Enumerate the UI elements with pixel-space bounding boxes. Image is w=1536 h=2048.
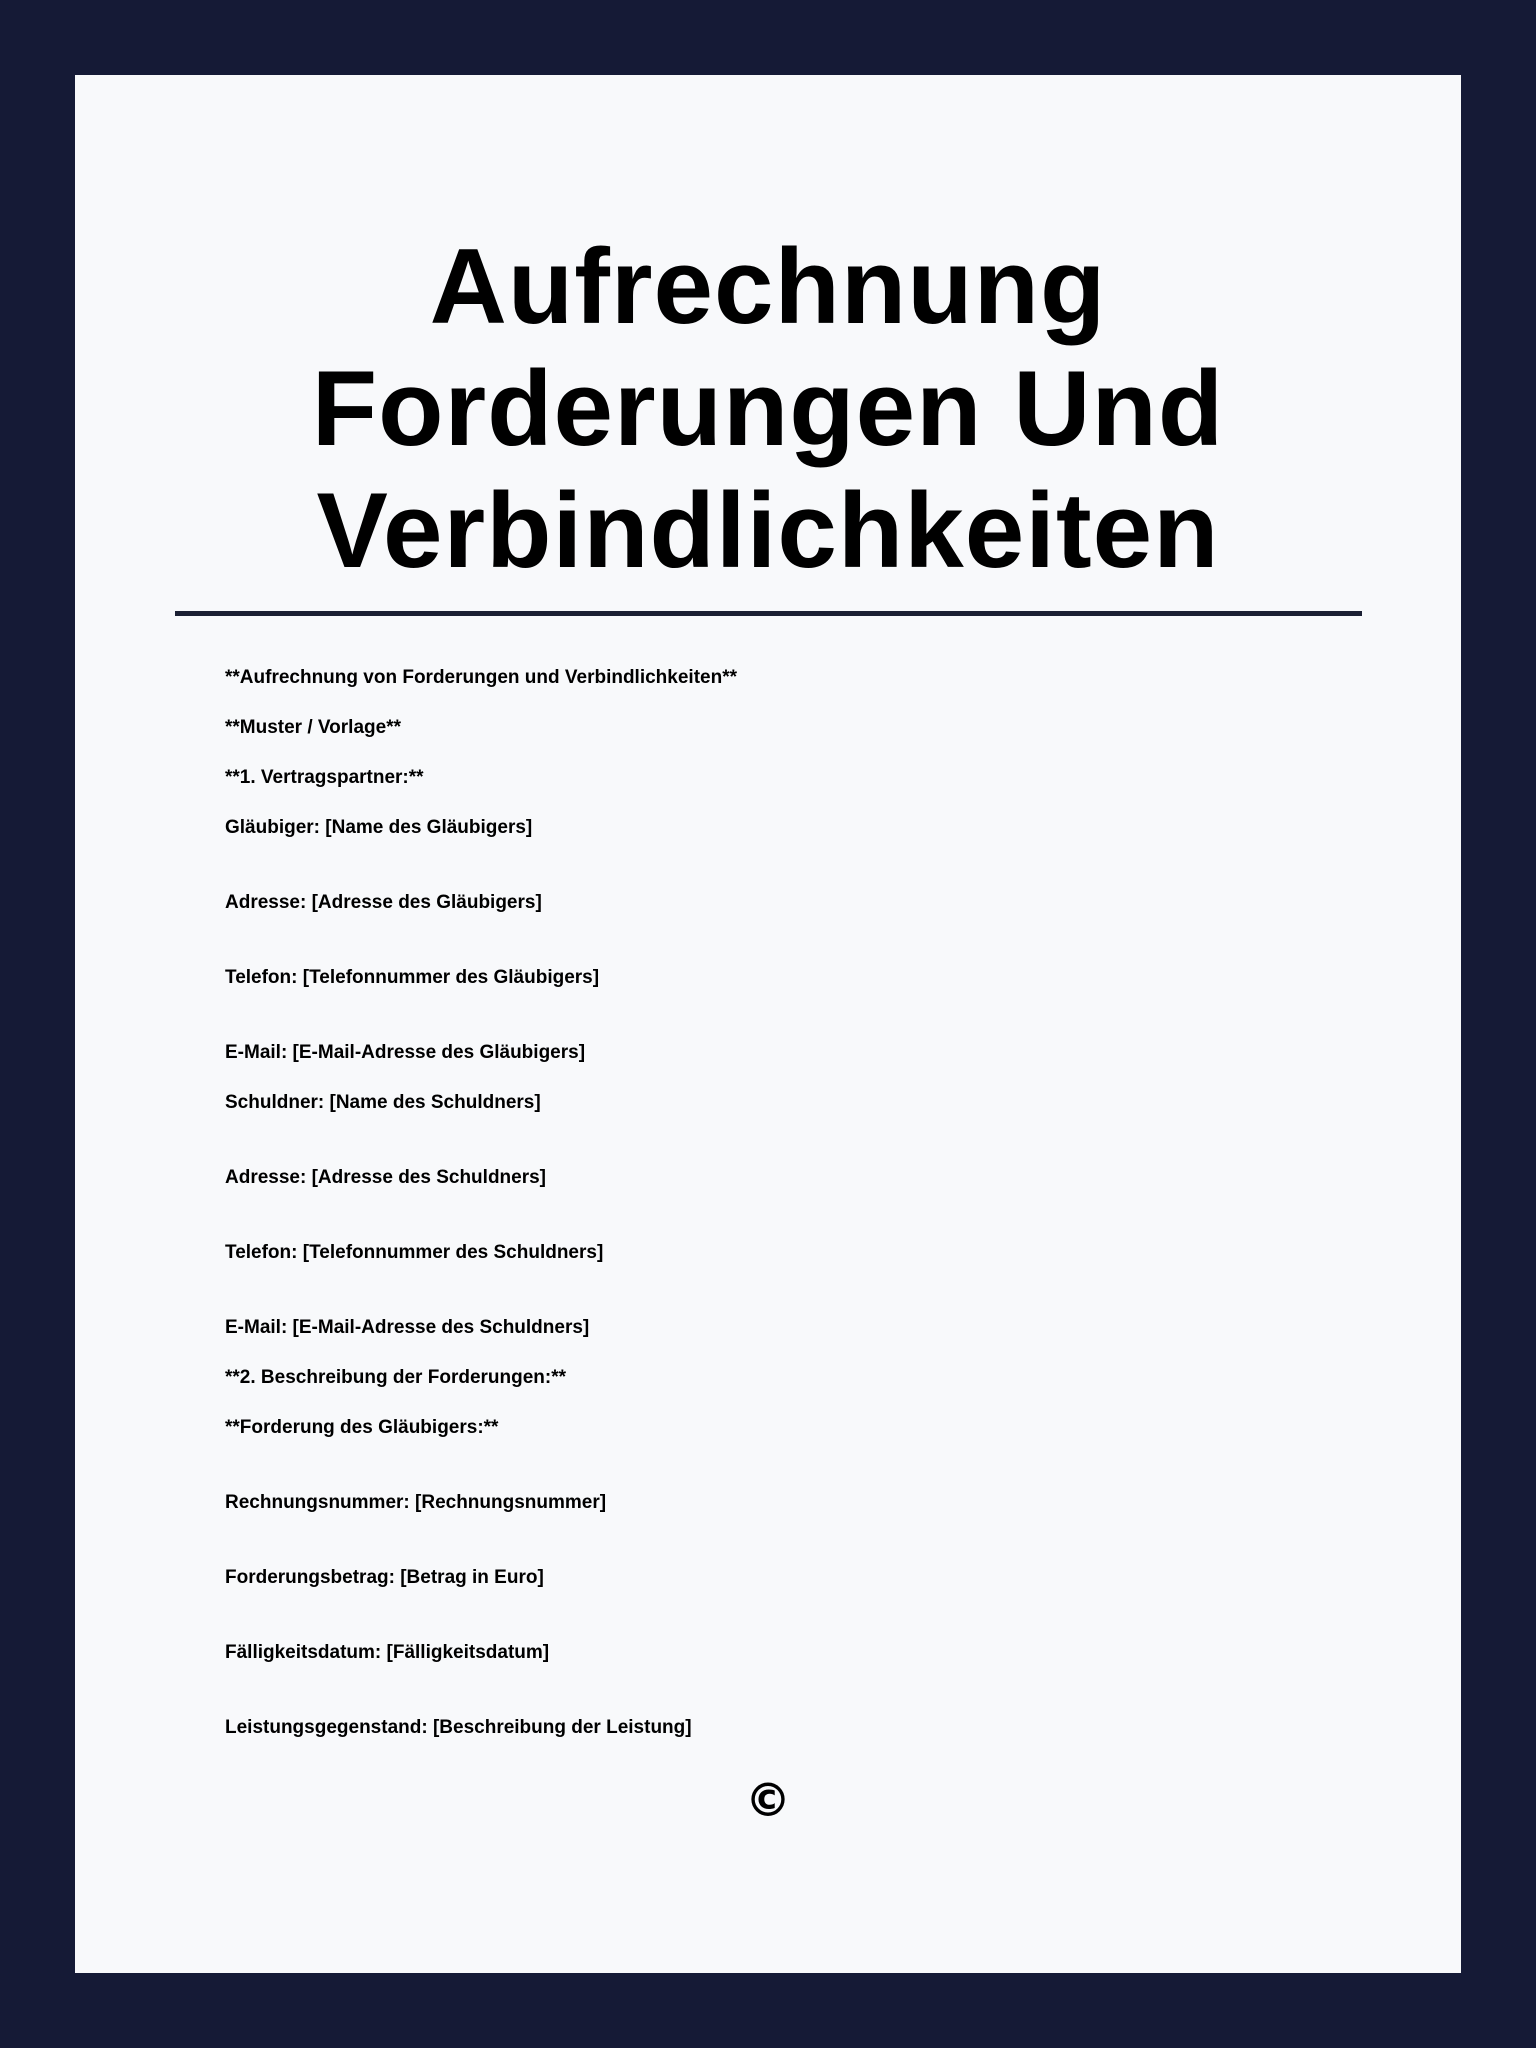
creditor-name-line: Gläubiger: [Name des Gläubigers] xyxy=(225,817,533,838)
invoice-number-line: Rechnungsnummer: [Rechnungsnummer] xyxy=(225,1492,607,1513)
title-line-2: Forderungen Und xyxy=(311,348,1225,468)
debtor-phone-line: Telefon: [Telefonnummer des Schuldners] xyxy=(225,1242,604,1263)
claim-amount-line: Forderungsbetrag: [Betrag in Euro] xyxy=(225,1567,544,1588)
creditor-email-line: E-Mail: [E-Mail-Adresse des Gläubigers] xyxy=(225,1042,586,1063)
service-subject-line: Leistungsgegenstand: [Beschreibung der Leistung] xyxy=(225,1717,692,1738)
debtor-name-line: Schuldner: [Name des Schuldners] xyxy=(225,1092,541,1113)
creditor-phone-line: Telefon: [Telefonnummer des Gläubigers] xyxy=(225,967,600,988)
heading-creditor-claim: **Forderung des Gläubigers:** xyxy=(225,1417,499,1438)
title-divider xyxy=(175,611,1362,616)
creditor-address-line: Adresse: [Adresse des Gläubigers] xyxy=(225,892,542,913)
heading-template: **Muster / Vorlage** xyxy=(225,717,401,738)
debtor-address-line: Adresse: [Adresse des Schuldners] xyxy=(225,1167,547,1188)
document-page xyxy=(75,75,1461,1973)
heading-contract-parties: **1. Vertragspartner:** xyxy=(225,767,424,788)
document-title xyxy=(75,225,1461,591)
heading-claims: **2. Beschreibung der Forderungen:** xyxy=(225,1367,567,1388)
copyright-icon: © xyxy=(745,1773,791,1827)
title-line-1: Aufrechnung xyxy=(429,226,1107,346)
title-line-3: Verbindlichkeiten xyxy=(316,470,1220,590)
debtor-email-line: E-Mail: [E-Mail-Adresse des Schuldners] xyxy=(225,1317,590,1338)
due-date-line: Fälligkeitsdatum: [Fälligkeitsdatum] xyxy=(225,1642,550,1663)
heading-document-name: **Aufrechnung von Forderungen und Verbindlichkeiten** xyxy=(225,667,737,688)
